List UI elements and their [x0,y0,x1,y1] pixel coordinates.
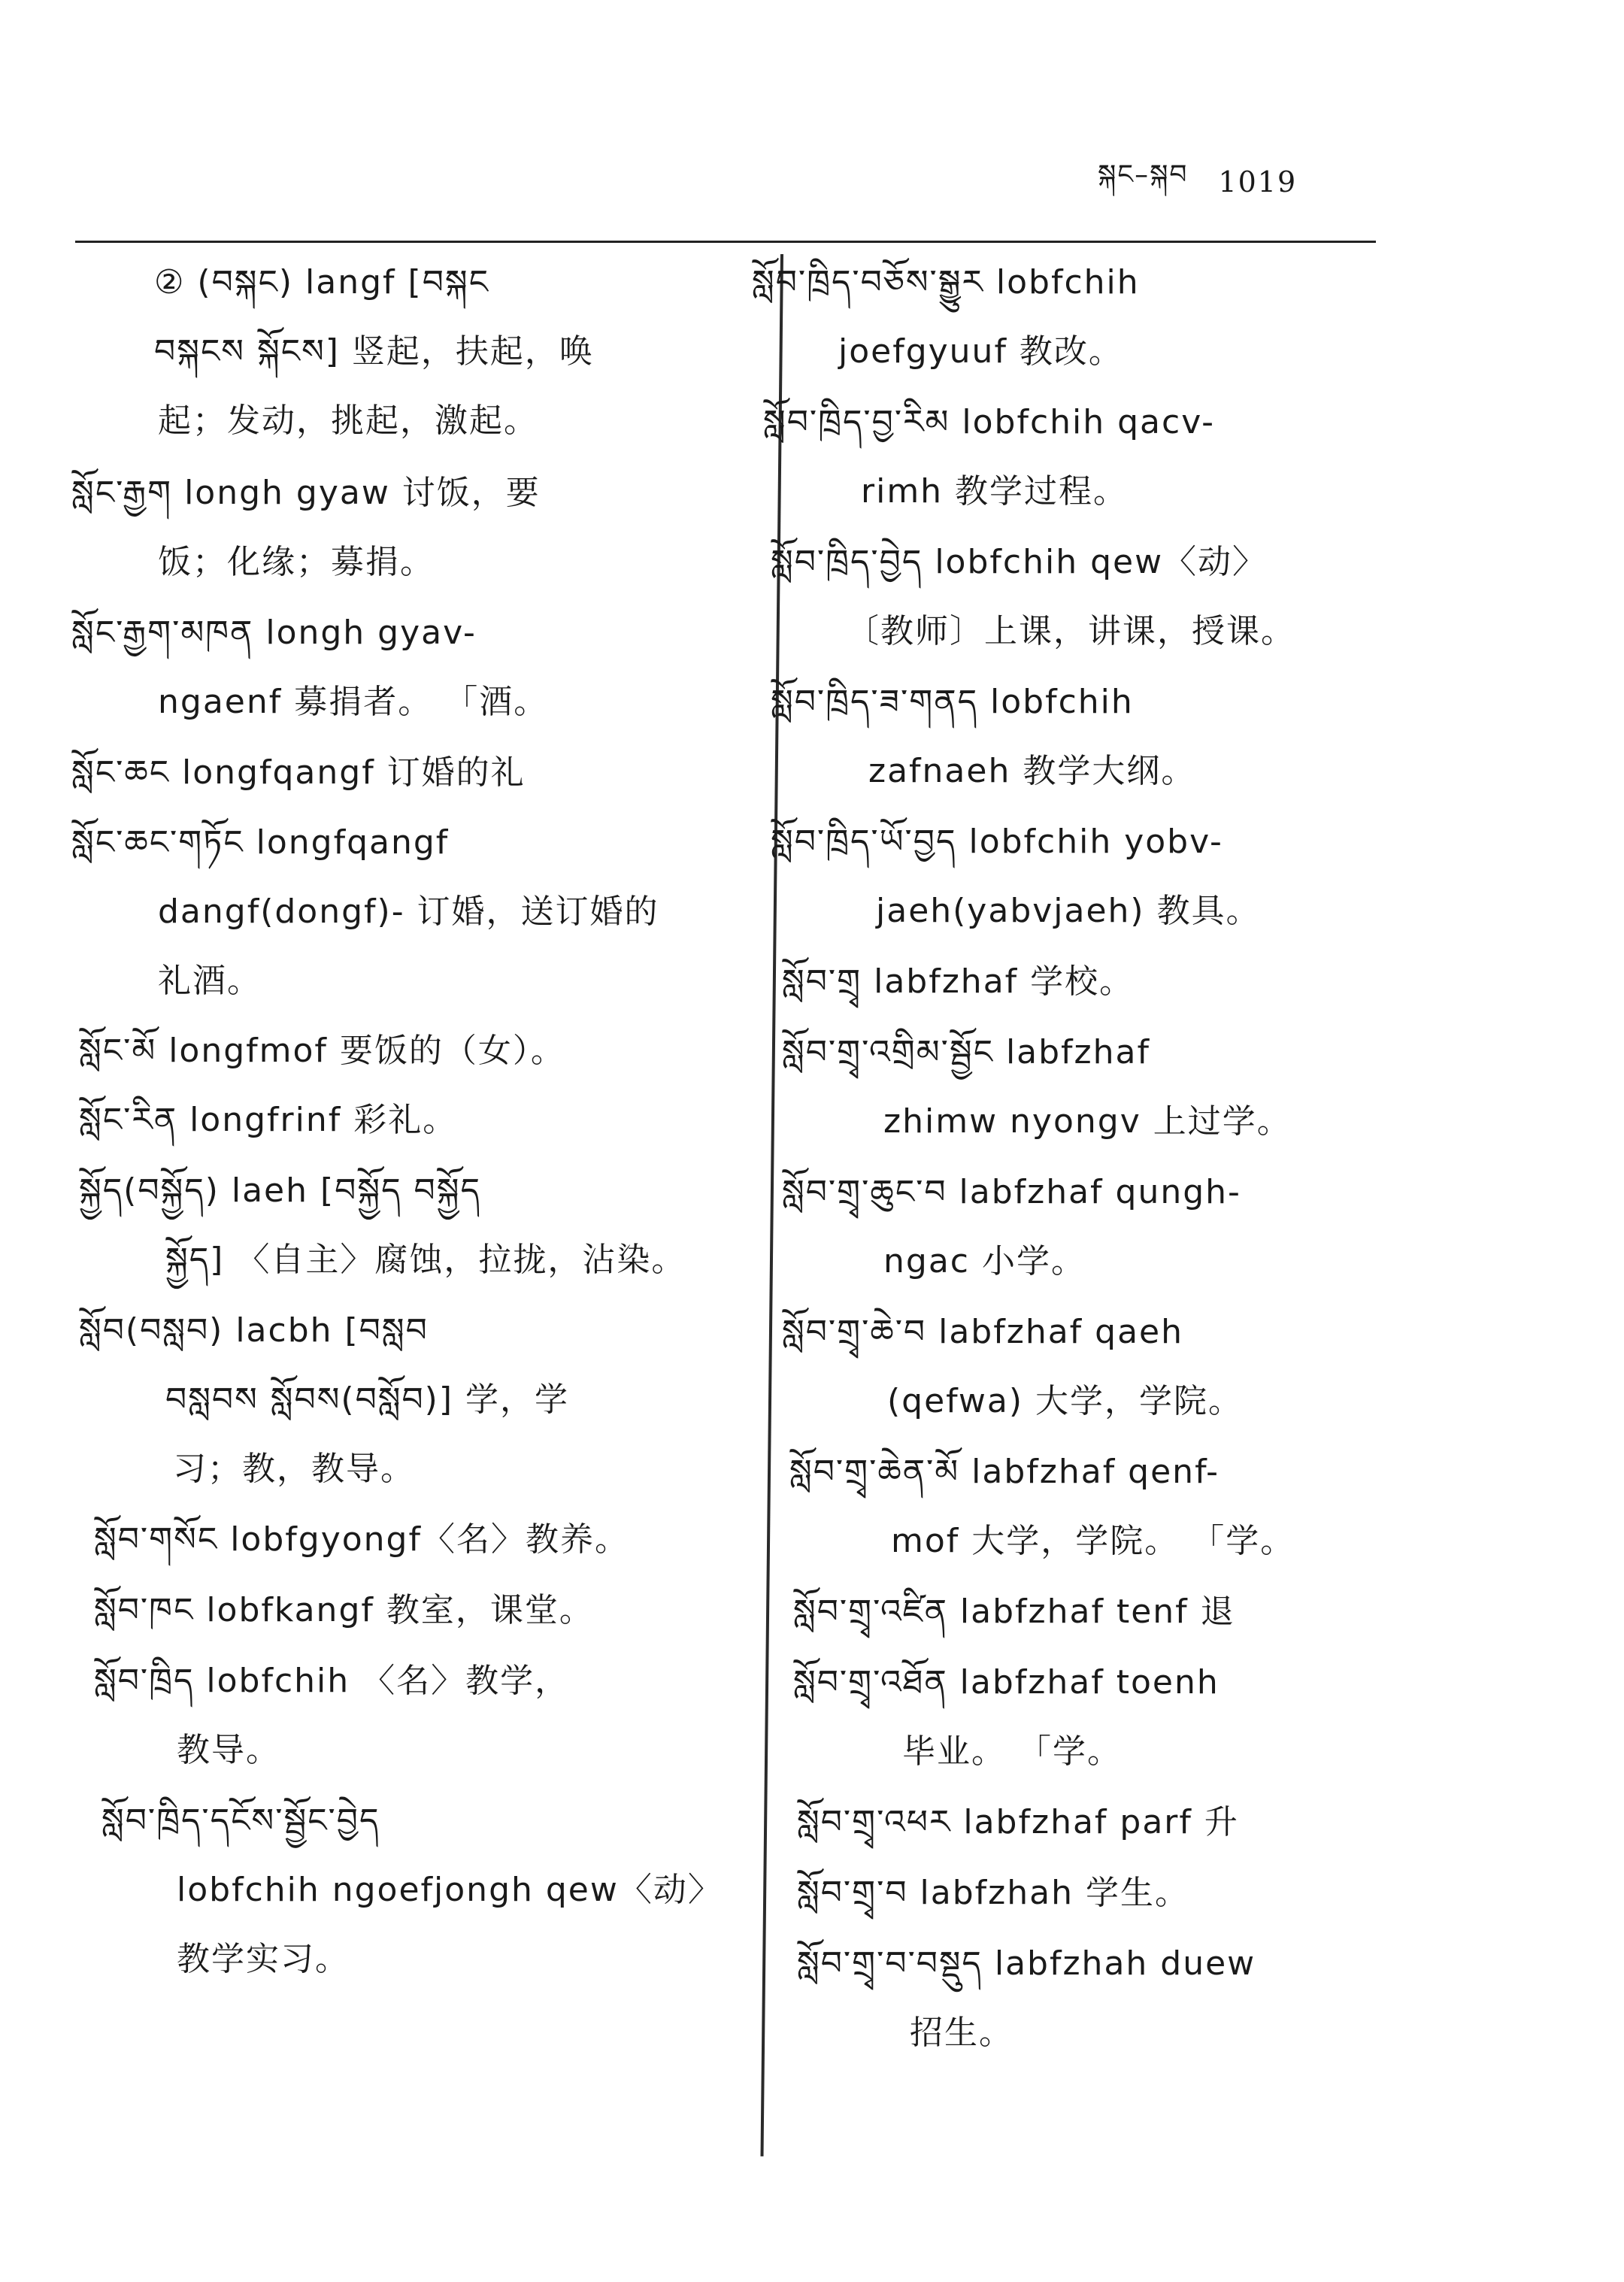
guide-words: སྐང–སྐབ [1098,159,1189,190]
entry-headword-line: སློབ(བསླབ) lacbh [བསླབ [79,1311,429,1350]
entry-headword-line: སློང་རྒྱག longh gyaw 讨饭，要 [71,474,541,512]
entry-headword-line: སློབ་གྲྭ་ཆེ་བ labfzhaf qaeh [782,1313,1183,1351]
entry-definition-line: zafnaeh 教学大纲。 [868,752,1196,790]
entry-headword-line: སློང་ཆང longfqangf 订婚的礼 [71,753,526,792]
entry-headword-line: སློབ་གྲྭ་འཐོན labfzhaf toenh [793,1663,1220,1702]
entry-definition-line: 礼酒。 [158,962,262,1000]
entry-definition-line: joefgyuuf 教改。 [838,332,1123,371]
entry-definition-line: jaeh(yabvjaeh) 教具。 [876,892,1261,930]
entry-headword-line: ② (བསྐང) langf [བསྐང [154,263,489,302]
entry-headword-line: སློབ་ཁྲིད་བྱ་རིམ lobfchih qacv- [763,403,1215,441]
entry-headword-line: སློབ་གསོང lobfgyongf〈名〉教养。 [94,1520,629,1559]
entry-definition-line: 饭；化缘；募捐。 [158,543,435,581]
entry-headword-line: སློབ་གྲྭ་འཕར labfzhaf parf 升 [797,1803,1239,1841]
entry-definition-line: 习；教，教导。 [173,1450,415,1488]
entry-definition-line: ngaenf 募捐者。 「酒。 [158,683,549,721]
entry-definition-line: 教学实习。 [177,1940,350,1978]
entry-headword-line: སློབ་ཁྲིད་ཟ་གནད lobfchih [771,683,1134,721]
entry-headword-line: སློབ་ཁང lobfkangf 教室，课堂。 [94,1591,594,1629]
entry-headword-line: སློབ་གྲྭ་ཆེན་མོ labfzhaf qenf- [789,1453,1220,1491]
page-number: 1019 [1218,165,1298,199]
entry-headword-line: སྐྱོད(བསྐྱོད) laeh [བསྐྱོད བསྐྱོད [79,1171,481,1210]
entry-definition-line: 起；发动，挑起，激起。 [158,402,538,440]
entry-headword-line: སློབ་གྲྭ་ཆུང་བ labfzhaf qungh- [782,1173,1241,1211]
entry-definition-line: zhimw nyongv 上过学。 [883,1102,1292,1141]
entry-headword-line: སློབ་ཁྲིད་དངོས་སྦྱོང་བྱེད [102,1802,380,1840]
entry-headword-line: སློང་རིན longfrinf 彩礼。 [79,1101,458,1139]
entry-definition-line: བསླབས སློབས(བསློབ)] 学，学 [165,1380,569,1419]
entry-headword-line: སློབ་ཁྲིད་ཡོ་བྱད lobfchih yobv- [771,823,1223,861]
entry-headword-line: སློབ་གྲྭ་འཛིན labfzhaf tenf 退 [793,1593,1235,1631]
entry-definition-line: mof 大学，学院。 「学。 [891,1522,1295,1560]
header-rule [75,241,1376,243]
page-header [1098,159,1413,205]
entry-headword-line: སློང་མོ longfmof 要饭的（女）。 [79,1032,565,1070]
entry-definition-line: 〔教师〕上课，讲课，授课。 [846,612,1295,650]
entry-headword-line: སློབ་གྲྭ་བ་བསྡུད labfzhah duew [797,1944,1256,1983]
entry-definition-line: lobfchih ngoefjongh qew〈动〉 [177,1871,723,1909]
entry-headword-line: སློབ་གྲྭ་འགྲིམ་སྦྱོང labfzhaf [782,1033,1150,1071]
bleed-through-noise [113,301,143,316]
entry-definition-line: 教导。 [177,1731,280,1769]
entry-headword-line: སློང་རྒྱག་མཁན longh gyav- [71,614,477,652]
entry-headword-line: སློབ་ཁྲིད lobfchih 〈名〉教学， [94,1662,570,1700]
entry-definition-line: rimh 教学过程。 [861,472,1129,511]
entry-headword-line: སློབ་གྲྭ་བ labfzhah 学生。 [797,1874,1189,1912]
entry-headword-line: སློང་ཆང་གཏོང longfqangf [71,823,450,862]
entry-headword-line: སློབ་གྲྭ labfzhaf 学校。 [782,962,1135,1001]
entry-headword-line: སློབ་ཁྲིད་བྱེད lobfchih qew〈动〉 [771,543,1268,581]
entry-headword-line: སློབ་ཁྲིད་བཅོས་སྒྱུར lobfchih [752,263,1140,302]
entry-definition-line: 招生。 [910,2014,1013,2052]
entry-definition-line: dangf(dongf)- 订婚，送订婚的 [158,892,659,931]
entry-definition-line: (qefwa) 大学，学院。 [887,1382,1243,1420]
entry-definition-line: སྐྱོད] 〈自主〉腐蚀，拉拢，沾染。 [165,1241,686,1279]
entry-definition-line: 毕业。 「学。 [902,1732,1122,1771]
entry-definition-line: བསྐངས སྐོངས] 竖起，扶起，唤 [154,332,594,371]
entry-definition-line: ngac 小学。 [883,1242,1086,1280]
